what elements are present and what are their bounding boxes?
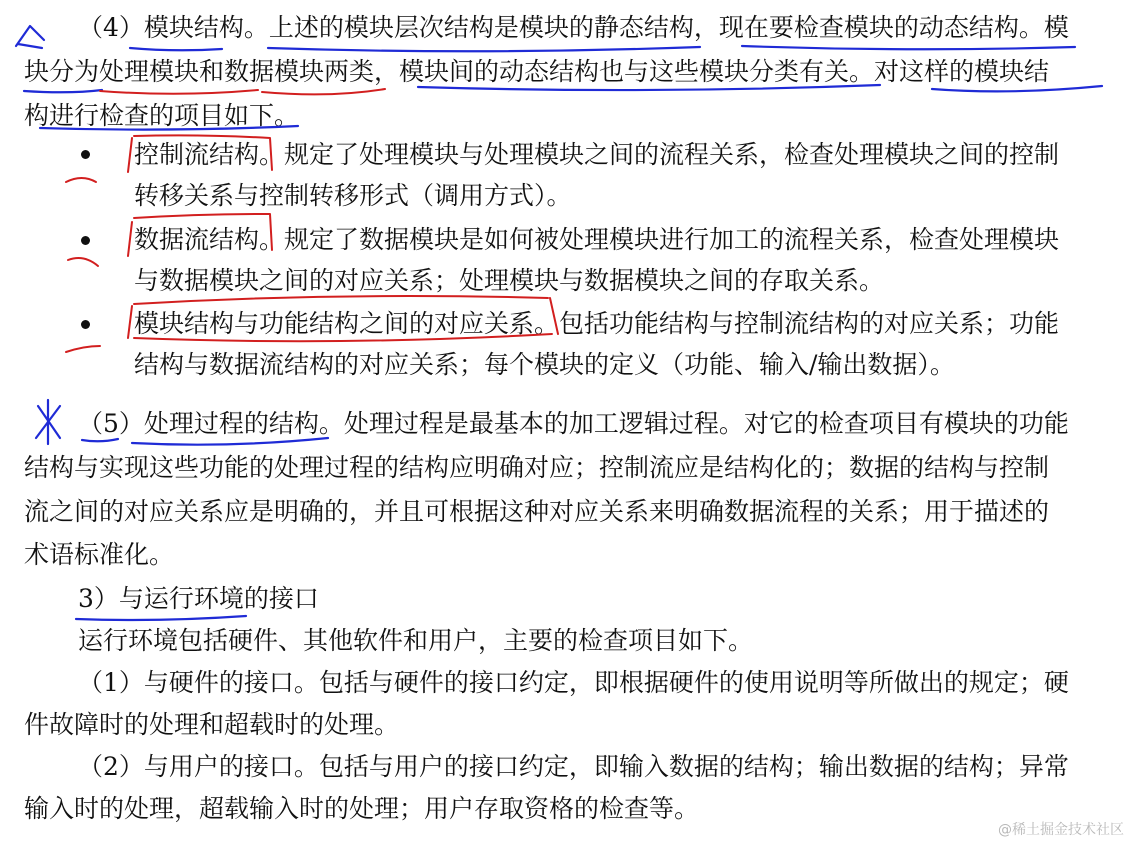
hardware-interface-line-2: 件故障时的处理和超载时的处理。 bbox=[24, 710, 400, 739]
bullet-dot bbox=[81, 150, 90, 159]
section-5-line-1: （5）处理过程的结构。处理过程是最基本的加工逻辑过程。对它的检查项目有模块的功能 bbox=[78, 409, 1069, 438]
blue-underline bbox=[742, 46, 1075, 49]
blue-star-mark bbox=[36, 400, 60, 444]
section-4-line-2: 块分为处理模块和数据模块两类，模块间的动态结构也与这些模块分类有关。对这样的模块结 bbox=[24, 57, 1050, 86]
section-5-line-3: 流之间的对应关系应是明确的，并且可根据这种对应关系来明确数据流程的关系；用于描述的 bbox=[24, 497, 1050, 526]
bullet-2-line-2: 与数据模块之间的对应关系；处理模块与数据模块之间的存取关系。 bbox=[134, 266, 885, 295]
section-4-line-3: 构进行检查的项目如下。 bbox=[24, 101, 300, 130]
watermark: @稀土掘金技术社区 bbox=[998, 822, 1124, 838]
red-underline bbox=[100, 90, 258, 94]
blue-corner-mark bbox=[16, 26, 44, 48]
bullet-1-line-1: 控制流结构。规定了处理模块与处理模块之间的流程关系，检查处理模块之间的控制 bbox=[134, 140, 1060, 169]
red-mark bbox=[66, 346, 100, 352]
bullet-dot bbox=[81, 236, 90, 245]
section-5-line-4: 术语标准化。 bbox=[24, 540, 175, 569]
user-interface-line-1: （2）与用户的接口。包括与用户的接口约定，即输入数据的结构；输出数据的结构；异常 bbox=[78, 752, 1069, 781]
blue-underline bbox=[130, 48, 222, 50]
red-mark bbox=[66, 178, 96, 182]
bullet-dot bbox=[81, 320, 90, 329]
section-4-line-1: （4）模块结构。上述的模块层次结构是模块的静态结构，现在要检查模块的动态结构。模 bbox=[78, 13, 1069, 42]
bullet-1-line-2: 转移关系与控制转移形式（调用方式）。 bbox=[134, 181, 572, 210]
section-5-line-2: 结构与实现这些功能的处理过程的结构应明确对应；控制流应是结构化的；数据的结构与控制 bbox=[24, 453, 1050, 482]
hardware-interface-line-1: （1）与硬件的接口。包括与硬件的接口约定，即根据硬件的使用说明等所做出的规定；硬 bbox=[78, 668, 1069, 697]
red-mark bbox=[68, 258, 98, 266]
blue-underline bbox=[24, 90, 102, 92]
user-interface-line-2: 输入时的处理，超载输入时的处理；用户存取资格的检查等。 bbox=[24, 794, 700, 823]
bullet-2-line-1: 数据流结构。规定了数据模块是如何被处理模块进行加工的流程关系，检查处理模块 bbox=[134, 225, 1060, 254]
bullet-3-line-2: 结构与数据流结构的对应关系；每个模块的定义（功能、输入/输出数据）。 bbox=[134, 350, 955, 379]
section-3-heading: 3）与运行环境的接口 bbox=[78, 584, 319, 613]
section-3-intro: 运行环境包括硬件、其他软件和用户，主要的检查项目如下。 bbox=[78, 626, 754, 655]
blue-underline bbox=[268, 47, 700, 51]
bullet-3-line-1: 模块结构与功能结构之间的对应关系。包括功能结构与控制流结构的对应关系；功能 bbox=[134, 309, 1060, 338]
